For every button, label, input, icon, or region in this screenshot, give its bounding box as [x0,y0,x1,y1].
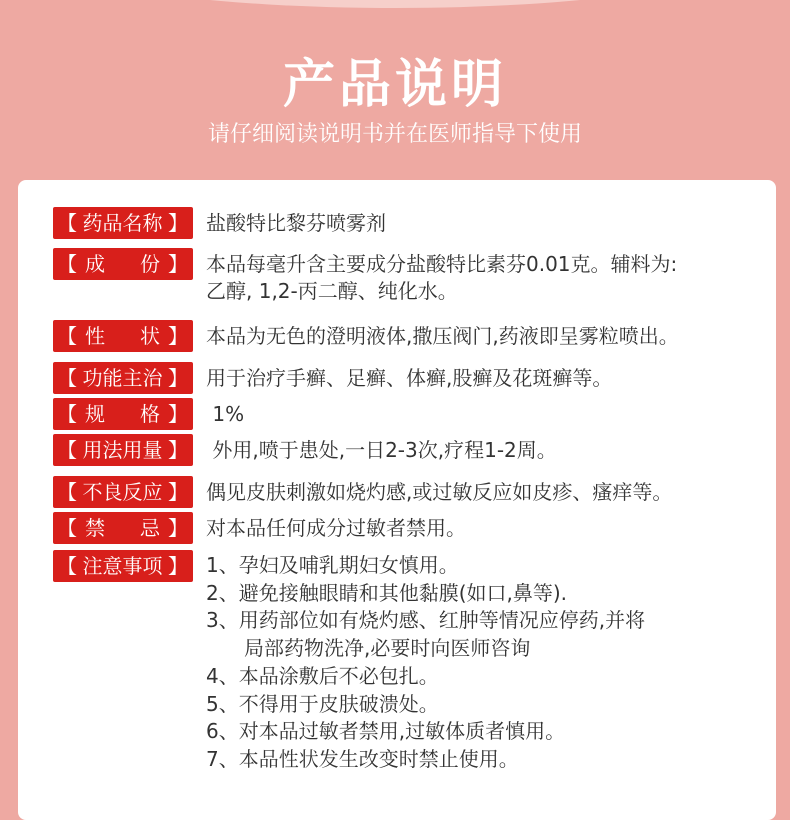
section-value: 本品为无色的澄明液体,撒压阀门,药液即呈雾粒喷出。 [206,324,679,348]
section-value: 1% [206,402,245,426]
section-label: 【 性 状 】 [53,320,193,352]
section-label: 【 注意事项 】 [53,550,193,582]
instructions-card [18,180,776,820]
list-item: 6、对本品过敏者禁用,过敏体质者慎用。 [206,719,566,744]
section-label: 【 禁 忌 】 [53,512,193,544]
section-value: 用于治疗手癣、足癣、体癣,股癣及花斑癣等。 [206,366,613,390]
section-label: 【 成 份 】 [53,248,193,280]
top-arc-decoration [60,0,730,8]
section-label: 【 不良反应 】 [53,476,193,508]
section-value: 外用,喷于患处,一日2-3次,疗程1-2周。 [206,438,557,462]
section-label: 【 用法用量 】 [53,434,193,466]
section-label-text: 禁 忌 [85,516,160,540]
list-item: 3、用药部位如有烧灼感、红肿等情况应停药,并将 [206,608,646,633]
section-value [206,552,771,774]
page-subtitle: 请仔细阅读说明书并在医师指导下使用 [207,122,582,147]
section-value: 本品每毫升含主要成分盐酸特比素芬0.01克。辅料为: 乙醇, 1,2-丙二醇、纯化水。 [206,252,678,303]
section-label: 【 药品名称 】 [53,207,193,239]
list-item: 5、不得用于皮肤破溃处。 [206,691,439,716]
list-item: 7、本品性状发生改变时禁止使用。 [206,746,519,771]
section-label-text: 成 份 [85,252,160,276]
list-item: 局部药物洗净,必要时向医师咨询 [244,636,531,661]
section-label: 【 功能主治 】 [53,362,193,394]
section-value: 盐酸特比黎芬喷雾剂 [206,211,386,235]
page-title: 产品说明 [282,55,507,115]
list-item: 4、本品涂敷后不必包扎。 [206,663,439,688]
list-item: 2、避免接触眼睛和其他黏膜(如口,鼻等). [206,580,568,605]
section-label-text: 性 状 [85,324,160,348]
section-label: 【 规 格 】 [53,398,193,430]
list-item: 1、孕妇及哺乳期妇女慎用。 [206,553,459,577]
section-label-text: 规 格 [85,402,160,426]
section-value: 偶见皮肤刺激如烧灼感,或过敏反应如皮疹、瘙痒等。 [206,480,673,504]
section-value: 对本品任何成分过敏者禁用。 [206,516,466,540]
